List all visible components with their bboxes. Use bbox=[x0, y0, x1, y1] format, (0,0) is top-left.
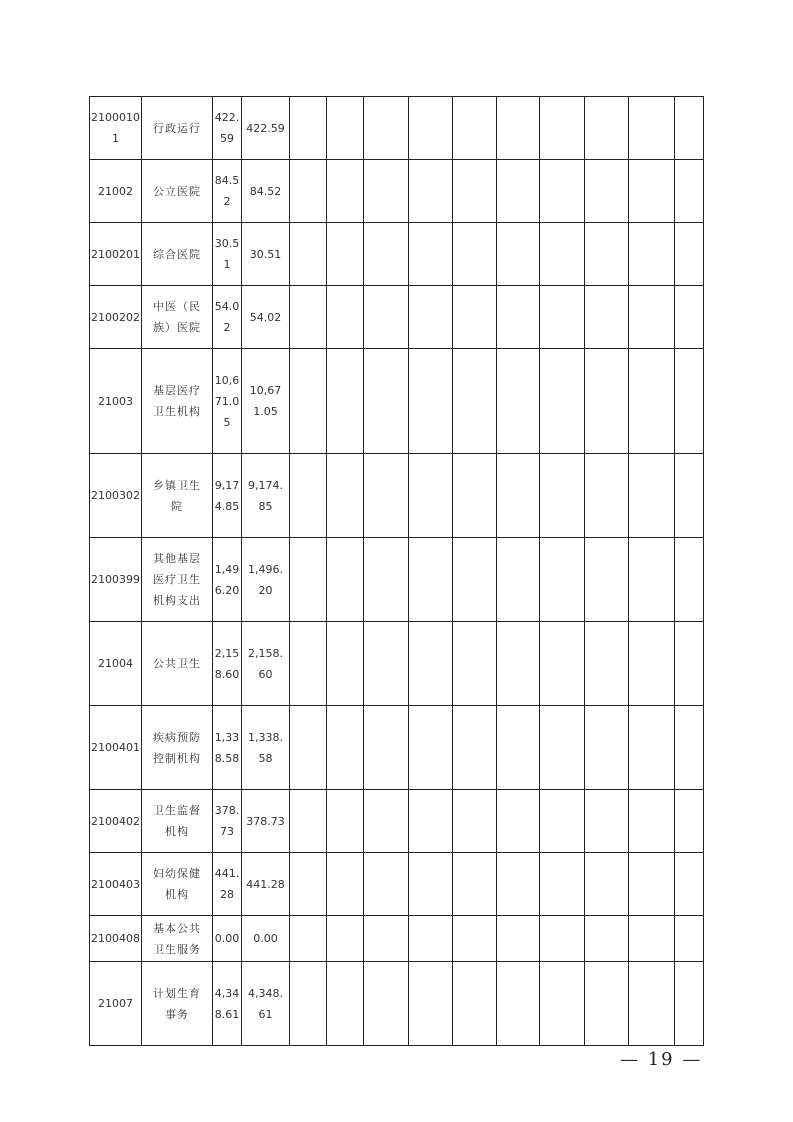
empty-cell bbox=[585, 706, 629, 790]
empty-cell bbox=[364, 349, 409, 454]
subject-code: 21000101 bbox=[90, 97, 142, 160]
table-row bbox=[90, 790, 704, 853]
empty-cell bbox=[290, 97, 327, 160]
empty-cell bbox=[290, 538, 327, 622]
empty-cell bbox=[453, 622, 497, 706]
empty-cell bbox=[290, 853, 327, 916]
empty-cell bbox=[675, 706, 704, 790]
empty-cell bbox=[453, 706, 497, 790]
amount-cell: 441.28 bbox=[213, 853, 242, 916]
empty-cell bbox=[585, 916, 629, 962]
amount-cell: 2,158.60 bbox=[213, 622, 242, 706]
empty-cell bbox=[409, 962, 453, 1046]
empty-cell bbox=[453, 223, 497, 286]
empty-cell bbox=[453, 790, 497, 853]
table-row bbox=[90, 962, 704, 1046]
total-cell: 441.28 bbox=[242, 853, 290, 916]
empty-cell bbox=[409, 622, 453, 706]
empty-cell bbox=[364, 223, 409, 286]
empty-cell bbox=[409, 454, 453, 538]
empty-cell bbox=[453, 160, 497, 223]
empty-cell bbox=[364, 853, 409, 916]
empty-cell bbox=[675, 97, 704, 160]
empty-cell bbox=[290, 916, 327, 962]
table-row bbox=[90, 454, 704, 538]
empty-cell bbox=[675, 223, 704, 286]
empty-cell bbox=[585, 454, 629, 538]
empty-cell bbox=[409, 223, 453, 286]
subject-code: 2100399 bbox=[90, 538, 142, 622]
empty-cell bbox=[585, 538, 629, 622]
empty-cell bbox=[453, 349, 497, 454]
empty-cell bbox=[629, 790, 675, 853]
total-cell: 2,158.60 bbox=[242, 622, 290, 706]
empty-cell bbox=[675, 454, 704, 538]
empty-cell bbox=[585, 962, 629, 1046]
empty-cell bbox=[629, 962, 675, 1046]
empty-cell bbox=[409, 853, 453, 916]
empty-cell bbox=[409, 286, 453, 349]
empty-cell bbox=[540, 454, 585, 538]
empty-cell bbox=[327, 349, 364, 454]
amount-cell: 9,174.85 bbox=[213, 454, 242, 538]
total-cell: 30.51 bbox=[242, 223, 290, 286]
empty-cell bbox=[497, 622, 540, 706]
subject-code: 21003 bbox=[90, 349, 142, 454]
empty-cell bbox=[497, 853, 540, 916]
empty-cell bbox=[290, 790, 327, 853]
empty-cell bbox=[290, 349, 327, 454]
empty-cell bbox=[540, 286, 585, 349]
empty-cell bbox=[629, 160, 675, 223]
empty-cell bbox=[409, 706, 453, 790]
total-cell: 422.59 bbox=[242, 97, 290, 160]
amount-cell: 0.00 bbox=[213, 916, 242, 962]
empty-cell bbox=[497, 962, 540, 1046]
amount-cell: 1,496.20 bbox=[213, 538, 242, 622]
empty-cell bbox=[629, 454, 675, 538]
subject-name: 综合医院 bbox=[142, 223, 213, 286]
total-cell: 84.52 bbox=[242, 160, 290, 223]
page-number: — 19 — bbox=[620, 1049, 703, 1070]
empty-cell bbox=[327, 160, 364, 223]
empty-cell bbox=[290, 622, 327, 706]
table-row bbox=[90, 622, 704, 706]
empty-cell bbox=[290, 962, 327, 1046]
empty-cell bbox=[364, 790, 409, 853]
empty-cell bbox=[290, 706, 327, 790]
empty-cell bbox=[453, 916, 497, 962]
amount-cell: 54.02 bbox=[213, 286, 242, 349]
total-cell: 1,338.58 bbox=[242, 706, 290, 790]
table-row bbox=[90, 706, 704, 790]
table-row bbox=[90, 538, 704, 622]
empty-cell bbox=[497, 286, 540, 349]
table-row bbox=[90, 223, 704, 286]
total-cell: 4,348.61 bbox=[242, 962, 290, 1046]
subject-name: 乡镇卫生院 bbox=[142, 454, 213, 538]
empty-cell bbox=[453, 286, 497, 349]
empty-cell bbox=[540, 916, 585, 962]
subject-code: 2100408 bbox=[90, 916, 142, 962]
empty-cell bbox=[364, 538, 409, 622]
subject-name: 行政运行 bbox=[142, 97, 213, 160]
total-cell: 10,671.05 bbox=[242, 349, 290, 454]
empty-cell bbox=[675, 349, 704, 454]
empty-cell bbox=[327, 223, 364, 286]
total-cell: 378.73 bbox=[242, 790, 290, 853]
empty-cell bbox=[327, 706, 364, 790]
empty-cell bbox=[497, 790, 540, 853]
empty-cell bbox=[675, 962, 704, 1046]
empty-cell bbox=[540, 622, 585, 706]
empty-cell bbox=[585, 160, 629, 223]
amount-cell: 10,671.05 bbox=[213, 349, 242, 454]
empty-cell bbox=[327, 916, 364, 962]
empty-cell bbox=[453, 538, 497, 622]
empty-cell bbox=[540, 853, 585, 916]
empty-cell bbox=[540, 223, 585, 286]
empty-cell bbox=[409, 160, 453, 223]
empty-cell bbox=[497, 916, 540, 962]
empty-cell bbox=[585, 349, 629, 454]
subject-code: 2100403 bbox=[90, 853, 142, 916]
total-cell: 0.00 bbox=[242, 916, 290, 962]
empty-cell bbox=[540, 349, 585, 454]
empty-cell bbox=[409, 916, 453, 962]
amount-cell: 422.59 bbox=[213, 97, 242, 160]
empty-cell bbox=[327, 454, 364, 538]
empty-cell bbox=[629, 706, 675, 790]
empty-cell bbox=[629, 538, 675, 622]
empty-cell bbox=[497, 349, 540, 454]
empty-cell bbox=[290, 454, 327, 538]
subject-name: 中医（民族）医院 bbox=[142, 286, 213, 349]
empty-cell bbox=[540, 97, 585, 160]
empty-cell bbox=[540, 706, 585, 790]
subject-code: 2100402 bbox=[90, 790, 142, 853]
empty-cell bbox=[675, 538, 704, 622]
empty-cell bbox=[540, 962, 585, 1046]
table-row bbox=[90, 160, 704, 223]
empty-cell bbox=[364, 706, 409, 790]
subject-code: 2100302 bbox=[90, 454, 142, 538]
empty-cell bbox=[629, 622, 675, 706]
empty-cell bbox=[629, 286, 675, 349]
empty-cell bbox=[497, 97, 540, 160]
empty-cell bbox=[585, 97, 629, 160]
table-row bbox=[90, 916, 704, 962]
table-row bbox=[90, 286, 704, 349]
empty-cell bbox=[629, 349, 675, 454]
subject-code: 21007 bbox=[90, 962, 142, 1046]
empty-cell bbox=[675, 916, 704, 962]
empty-cell bbox=[327, 962, 364, 1046]
amount-cell: 30.51 bbox=[213, 223, 242, 286]
empty-cell bbox=[290, 286, 327, 349]
empty-cell bbox=[327, 622, 364, 706]
subject-code: 2100401 bbox=[90, 706, 142, 790]
empty-cell bbox=[364, 962, 409, 1046]
empty-cell bbox=[409, 349, 453, 454]
subject-name: 其他基层医疗卫生机构支出 bbox=[142, 538, 213, 622]
empty-cell bbox=[364, 454, 409, 538]
subject-name: 基本公共卫生服务 bbox=[142, 916, 213, 962]
empty-cell bbox=[585, 622, 629, 706]
empty-cell bbox=[585, 790, 629, 853]
amount-cell: 4,348.61 bbox=[213, 962, 242, 1046]
empty-cell bbox=[453, 962, 497, 1046]
empty-cell bbox=[327, 97, 364, 160]
empty-cell bbox=[675, 286, 704, 349]
empty-cell bbox=[585, 286, 629, 349]
empty-cell bbox=[364, 286, 409, 349]
empty-cell bbox=[453, 853, 497, 916]
empty-cell bbox=[409, 538, 453, 622]
empty-cell bbox=[629, 853, 675, 916]
empty-cell bbox=[290, 160, 327, 223]
subject-name: 公立医院 bbox=[142, 160, 213, 223]
subject-code: 2100201 bbox=[90, 223, 142, 286]
empty-cell bbox=[364, 916, 409, 962]
subject-code: 21004 bbox=[90, 622, 142, 706]
empty-cell bbox=[675, 790, 704, 853]
empty-cell bbox=[497, 538, 540, 622]
empty-cell bbox=[675, 853, 704, 916]
empty-cell bbox=[497, 706, 540, 790]
subject-name: 计划生育事务 bbox=[142, 962, 213, 1046]
total-cell: 9,174.85 bbox=[242, 454, 290, 538]
empty-cell bbox=[675, 622, 704, 706]
total-cell: 54.02 bbox=[242, 286, 290, 349]
empty-cell bbox=[675, 160, 704, 223]
empty-cell bbox=[540, 790, 585, 853]
empty-cell bbox=[364, 160, 409, 223]
amount-cell: 1,338.58 bbox=[213, 706, 242, 790]
empty-cell bbox=[585, 223, 629, 286]
empty-cell bbox=[453, 454, 497, 538]
total-cell: 1,496.20 bbox=[242, 538, 290, 622]
empty-cell bbox=[290, 223, 327, 286]
empty-cell bbox=[497, 454, 540, 538]
table-row bbox=[90, 853, 704, 916]
empty-cell bbox=[327, 538, 364, 622]
table-row bbox=[90, 349, 704, 454]
empty-cell bbox=[327, 790, 364, 853]
empty-cell bbox=[629, 223, 675, 286]
budget-table bbox=[89, 96, 704, 1046]
empty-cell bbox=[409, 97, 453, 160]
empty-cell bbox=[540, 160, 585, 223]
subject-name: 公共卫生 bbox=[142, 622, 213, 706]
empty-cell bbox=[453, 97, 497, 160]
empty-cell bbox=[497, 160, 540, 223]
amount-cell: 84.52 bbox=[213, 160, 242, 223]
empty-cell bbox=[327, 286, 364, 349]
subject-name: 卫生监督机构 bbox=[142, 790, 213, 853]
empty-cell bbox=[364, 622, 409, 706]
subject-name: 基层医疗卫生机构 bbox=[142, 349, 213, 454]
empty-cell bbox=[629, 97, 675, 160]
subject-code: 2100202 bbox=[90, 286, 142, 349]
empty-cell bbox=[364, 97, 409, 160]
amount-cell: 378.73 bbox=[213, 790, 242, 853]
table-row bbox=[90, 97, 704, 160]
empty-cell bbox=[409, 790, 453, 853]
empty-cell bbox=[585, 853, 629, 916]
empty-cell bbox=[540, 538, 585, 622]
subject-code: 21002 bbox=[90, 160, 142, 223]
subject-name: 妇幼保健机构 bbox=[142, 853, 213, 916]
empty-cell bbox=[327, 853, 364, 916]
subject-name: 疾病预防控制机构 bbox=[142, 706, 213, 790]
empty-cell bbox=[629, 916, 675, 962]
empty-cell bbox=[497, 223, 540, 286]
